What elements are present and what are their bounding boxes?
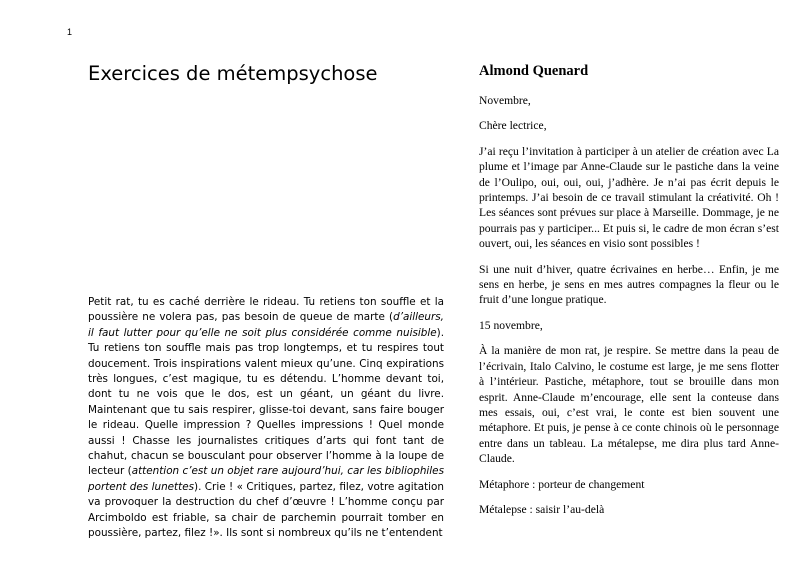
paragraph-winter-night: Si une nuit d’hiver, quatre écrivaines en herbe… Enfin, je me sens en herbe, je sens en mes autres compagnes la fleur ou le fruit d’une longue pratique.	[479, 262, 779, 307]
right-column	[479, 62, 779, 527]
body-segment: Petit rat, tu es caché derrière le rideau. Tu retiens ton souffle et la poussière ne volera pas, pas besoin de queue de marte (	[88, 296, 444, 324]
body-segment: ). Crie ! « Critiques, partez, filez, votre agitation va provoquer la destruction du chef d’œuvre ! L’homme conçu par Arcimboldo est friable, sa chair de parchemin pourrait tomber en poussière, partez, filez !». Ils sont si nombreux qu’ils ne t’entendent	[88, 480, 445, 540]
paragraph-greeting-date: Novembre,	[479, 94, 531, 107]
page-number: 1	[67, 27, 73, 37]
paragraph-invitation: J’ai reçu l’invitation à participer à un atelier de création avec La plume et l’image par Anne-Claude sur le pastiche dans la veine de l’Oulipo, oui, oui, oui, j’adhère. Je n’ai pas écrit depuis le printemps. J’ai besoin de ce travail stimulant la créativité. Oh ! Les séances sont prévues sur place à Marseille. Dommage, je ne pourrais pas y participer... Et puis si, le cadre de mon écran s’est ouvert, oui, les séances en visio sont possibles !	[479, 144, 779, 251]
definition-metaphore: Métaphore : porteur de changement	[479, 477, 645, 491]
paragraph-rat-breathing: À la manière de mon rat, je respire. Se mettre dans la peau de l’écrivain, Italo Calvino, le costume est large, je me sens flotter à l’intérieur. Pastiche, métaphore, tout se brouille dans mon esprit. Anne-Claude m’encourage, elle sent la conteuse dans mes essais, oui, c’est vrai, le conte est bien souvent une métaphore. Et puis, je pense à ce conte chinois où le personnage entre dans un tableau. La métalepse, me dira plus tard Anne-Claude.	[479, 344, 779, 466]
body-segment-italic: attention c’est un objet rare aujourd’hui, car les bibliophiles portent des lunettes	[88, 465, 444, 493]
definition-metalepse: Métalepse : saisir l’au-delà	[479, 502, 605, 516]
left-body-text	[88, 295, 444, 542]
page-title: Exercices de métempsychose	[88, 62, 378, 85]
body-segment: ). Tu retiens ton souffle mais pas trop longtemps, et tu respires tout doucement. Trois inspirations valent mieux qu’une. Cinq expirations très longues, c’est magique, tu es détendu. L’homme devant toi, dont tu ne vois que le dos, est un géant, un géant du livre. Maintenant que tu sais respirer, glisse-toi devant, sans faire bouger le rideau. Quelle impression ? Quelles impressions ! Quel monde aussi ! Chasse les journalistes critiques d’arts qui font tant de chahut, chacun se bousculant pour observer l’homme à la loupe de lecteur (	[88, 326, 444, 478]
author-name: Almond Quenard	[479, 63, 589, 79]
paragraph-date-15-november: 15 novembre,	[479, 318, 543, 332]
paragraph-salutation: Chère lectrice,	[479, 119, 547, 133]
body-segment-italic: d’ailleurs, il faut lutter pour qu’elle ne soit plus considérée comme nuisible	[88, 311, 444, 339]
